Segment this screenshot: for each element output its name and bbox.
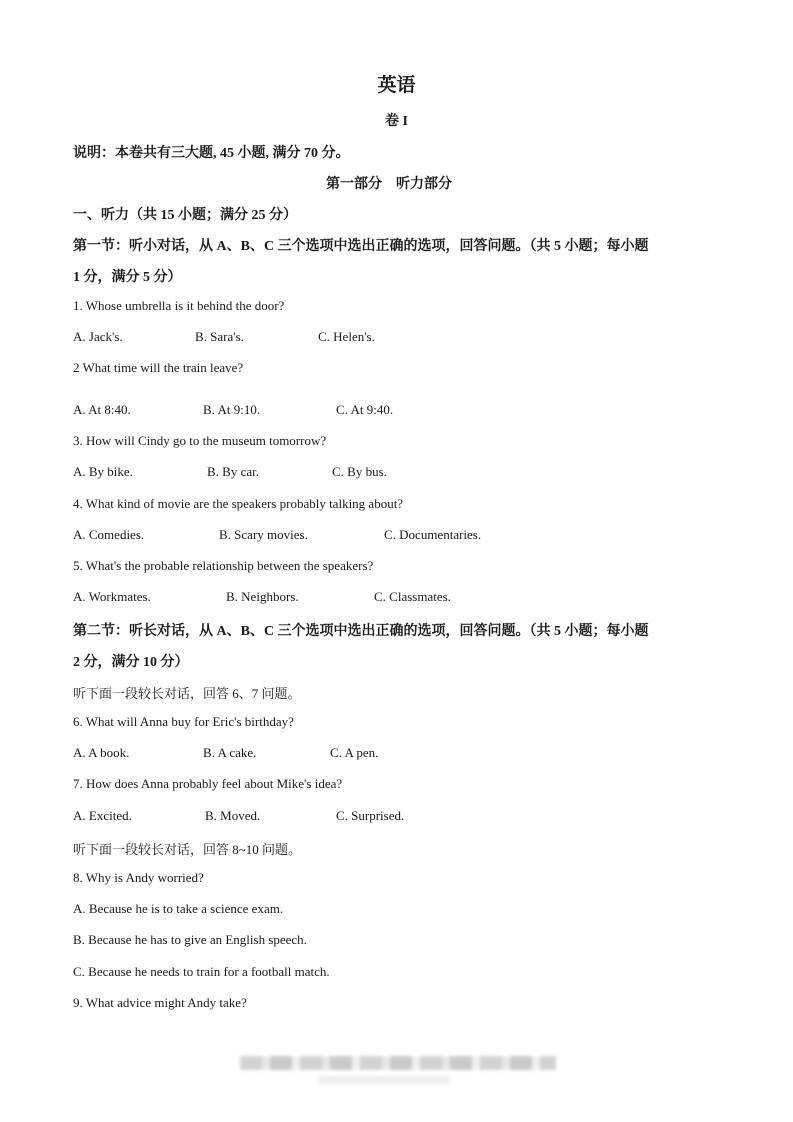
q8-option-b: B. Because he has to give an English speech. [73, 932, 307, 947]
q8-option-a: A. Because he is to take a science exam. [73, 901, 284, 916]
q6-option-b: B. A cake. [203, 745, 257, 760]
question-8: 8. Why is Andy worried? [73, 870, 204, 885]
subsection1-heading-line1: 第一节：听小对话，从 A、B、C 三个选项中选出正确的选项，回答问题。（共 5 小题；每小题 [73, 239, 649, 254]
footer-watermark-secondary [318, 1076, 450, 1084]
exam-note: 说明：本卷共有三大题, 45 小题, 满分 70 分。 [73, 146, 350, 161]
q1-option-b: B. Sara's. [195, 329, 244, 344]
q3-option-c: C. By bus. [332, 464, 387, 479]
q4-option-a: A. Comedies. [73, 527, 145, 542]
q7-option-b: B. Moved. [205, 808, 261, 823]
q1-option-c: C. Helen's. [318, 329, 375, 344]
dialog-instruction-6-7: 听下面一段较长对话，回答 6、7 问题。 [73, 686, 301, 701]
document-title: 英语 [377, 75, 416, 96]
q2-option-c: C. At 9:40. [336, 402, 394, 417]
question-9: 9. What advice might Andy take? [73, 995, 247, 1010]
q6-option-a: A. A book. [73, 745, 130, 760]
q5-option-c: C. Classmates. [374, 589, 451, 604]
section-heading: 一、听力（共 15 小题；满分 25 分） [73, 208, 297, 223]
q4-option-b: B. Scary movies. [219, 527, 308, 542]
question-7: 7. How does Anna probably feel about Mike's idea? [73, 776, 343, 791]
subsection1-heading-line2: 1 分，满分 5 分） [73, 270, 182, 285]
volume-label: 卷 I [385, 114, 408, 129]
q2-option-a: A. At 8:40. [73, 402, 131, 417]
question-3: 3. How will Cindy go to the museum tomorrow? [73, 433, 327, 448]
q3-option-a: A. By bike. [73, 464, 133, 479]
q2-option-b: B. At 9:10. [203, 402, 261, 417]
question-5: 5. What's the probable relationship between the speakers? [73, 558, 374, 573]
subsection2-heading-line1: 第二节：听长对话，从 A、B、C 三个选项中选出正确的选项，回答问题。（共 5 小题；每小题 [73, 624, 649, 639]
q8-option-c: C. Because he needs to train for a football match. [73, 964, 330, 979]
q4-option-c: C. Documentaries. [384, 527, 482, 542]
subsection2-heading-line2: 2 分，满分 10 分） [73, 655, 189, 670]
footer-watermark [240, 1056, 556, 1070]
q7-option-a: A. Excited. [73, 808, 132, 823]
question-6: 6. What will Anna buy for Eric's birthday? [73, 714, 294, 729]
question-4: 4. What kind of movie are the speakers probably talking about? [73, 496, 404, 511]
question-1: 1. Whose umbrella is it behind the door? [73, 298, 285, 313]
q5-option-b: B. Neighbors. [226, 589, 299, 604]
q6-option-c: C. A pen. [330, 745, 379, 760]
q1-option-a: A. Jack's. [73, 329, 123, 344]
dialog-instruction-8-10: 听下面一段较长对话，回答 8~10 问题。 [73, 842, 302, 857]
q3-option-b: B. By car. [207, 464, 259, 479]
q5-option-a: A. Workmates. [73, 589, 151, 604]
part-title: 第一部分 听力部分 [326, 177, 452, 192]
question-2: 2 What time will the train leave? [73, 360, 244, 375]
q7-option-c: C. Surprised. [336, 808, 405, 823]
